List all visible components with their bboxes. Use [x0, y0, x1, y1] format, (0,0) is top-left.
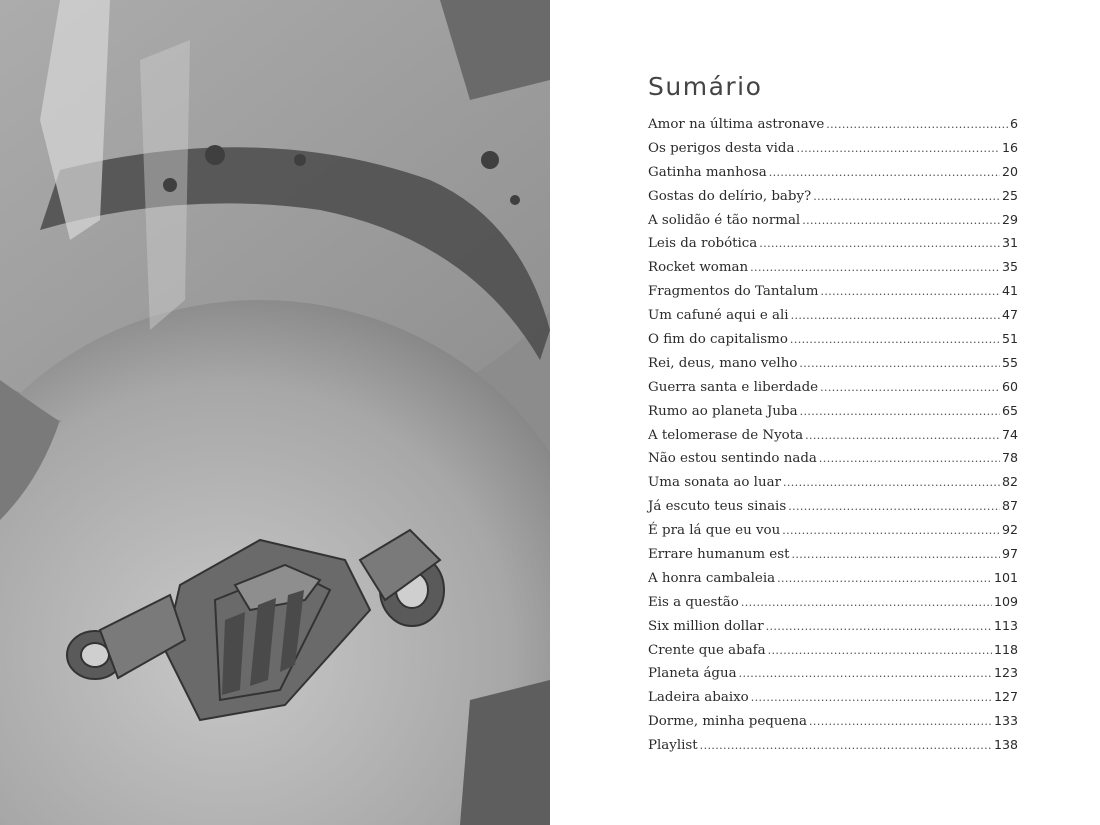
toc-entry-title: Rocket woman [648, 260, 749, 276]
dot-leader [819, 452, 1000, 465]
toc-entry-page: 109 [993, 593, 1018, 609]
dot-leader [751, 691, 992, 704]
toc-entry-page: 78 [1001, 450, 1018, 466]
toc-entry-page: 55 [1001, 354, 1018, 370]
toc-entry[interactable] [648, 140, 1018, 164]
toc-entry-page: 123 [993, 665, 1018, 681]
toc-entry[interactable] [648, 713, 1018, 737]
toc-entry-page: 20 [1001, 163, 1018, 179]
toc-entry-page: 31 [1001, 235, 1018, 251]
dot-leader [782, 524, 1000, 537]
dot-leader [769, 166, 1000, 179]
dot-leader [741, 596, 992, 609]
toc-entry-title: Já escuto teus sinais [648, 499, 787, 515]
toc-entry-title: Playlist [648, 738, 698, 754]
dot-leader [800, 405, 1000, 418]
toc-entry[interactable] [648, 259, 1018, 283]
toc-entry[interactable] [648, 498, 1018, 522]
toc-entry-page: 101 [993, 569, 1018, 585]
toc-entry-title: Uma sonata ao luar [648, 475, 781, 491]
toc-entry-page: 6 [1009, 116, 1018, 131]
toc-entry[interactable] [648, 546, 1018, 570]
toc-entry-title: Fragmentos do Tantalum [648, 284, 819, 300]
toc-entry[interactable] [648, 594, 1018, 618]
dot-leader [788, 500, 1000, 513]
toc-list [648, 116, 1018, 761]
dot-leader [809, 715, 992, 728]
toc-entry-title: A solidão é tão normal [648, 212, 801, 228]
toc-entry[interactable] [648, 737, 1018, 761]
toc-entry-title: Gostas do delírio, baby? [648, 188, 812, 204]
toc-entry-title: Errare humanum est [648, 547, 790, 563]
toc-entry-page: 82 [1001, 474, 1018, 490]
toc-entry-title: Os perigos desta vida [648, 140, 795, 156]
dot-leader [826, 118, 1008, 131]
toc-entry-title: Ladeira abaixo [648, 690, 749, 706]
toc-entry[interactable] [648, 116, 1018, 140]
dot-leader [820, 381, 1000, 394]
toc-entry-page: 16 [1001, 139, 1018, 155]
toc-entry[interactable] [648, 212, 1018, 236]
toc-entry-title: É pra lá que eu vou [648, 523, 781, 539]
dot-leader [813, 190, 1000, 203]
toc-entry-page: 127 [993, 689, 1018, 705]
toc-entry-title: Rei, deus, mano velho [648, 355, 798, 371]
dot-leader [700, 739, 992, 752]
toc-entry-title: Eis a questão [648, 594, 739, 610]
dot-leader [739, 667, 992, 680]
dot-leader [750, 261, 1000, 274]
toc-entry[interactable] [648, 618, 1018, 642]
dot-leader [791, 309, 1000, 322]
toc-entry[interactable] [648, 188, 1018, 212]
toc-entry-page: 25 [1001, 187, 1018, 203]
toc-page [550, 0, 1100, 825]
toc-entry-page: 138 [993, 737, 1018, 753]
toc-entry[interactable] [648, 307, 1018, 331]
toc-entry[interactable] [648, 570, 1018, 594]
toc-entry-title: O fim do capitalismo [648, 332, 788, 348]
dot-leader [768, 644, 992, 657]
toc-entry-page: 74 [1001, 426, 1018, 442]
toc-entry-title: Planeta água [648, 666, 737, 682]
toc-entry-title: Guerra santa e liberdade [648, 379, 819, 395]
toc-entry[interactable] [648, 164, 1018, 188]
toc-entry-page: 29 [1001, 211, 1018, 227]
toc-entry-title: Não estou sentindo nada [648, 451, 817, 467]
toc-entry[interactable] [648, 379, 1018, 403]
toc-entry-page: 113 [993, 617, 1018, 633]
toc-entry[interactable] [648, 403, 1018, 427]
toc-entry[interactable] [648, 450, 1018, 474]
dot-leader [783, 476, 1000, 489]
toc-entry-page: 41 [1001, 283, 1018, 299]
page-title: Sumário [648, 72, 763, 101]
toc-entry[interactable] [648, 474, 1018, 498]
toc-entry-title: A telomerase de Nyota [648, 427, 804, 443]
toc-entry[interactable] [648, 355, 1018, 379]
dot-leader [790, 333, 1000, 346]
dot-leader [802, 214, 1000, 227]
dot-leader [791, 548, 1000, 561]
toc-entry[interactable] [648, 235, 1018, 259]
toc-entry[interactable] [648, 689, 1018, 713]
toc-entry[interactable] [648, 642, 1018, 666]
toc-entry[interactable] [648, 427, 1018, 451]
toc-entry-title: A honra cambaleia [648, 570, 776, 586]
toc-entry-page: 97 [1001, 546, 1018, 562]
toc-entry[interactable] [648, 283, 1018, 307]
toc-entry-title: Leis da robótica [648, 236, 758, 252]
toc-entry-title: Crente que abafa [648, 642, 766, 658]
toc-entry-page: 47 [1001, 307, 1018, 323]
toc-entry-page: 133 [993, 713, 1018, 729]
dot-leader [805, 429, 1000, 442]
toc-entry-page: 65 [1001, 402, 1018, 418]
toc-entry-title: Gatinha manhosa [648, 164, 767, 180]
toc-entry-page: 35 [1001, 259, 1018, 275]
toc-entry-page: 60 [1001, 378, 1018, 394]
toc-entry-page: 118 [993, 641, 1018, 657]
dot-leader [820, 285, 1000, 298]
toc-entry-title: Rumo ao planeta Juba [648, 403, 798, 419]
dot-leader [777, 572, 992, 585]
toc-entry-title: Amor na última astronave [648, 117, 825, 132]
toc-entry[interactable] [648, 522, 1018, 546]
toc-entry-title: Um cafuné aqui e ali [648, 308, 789, 324]
toc-entry-page: 87 [1001, 498, 1018, 514]
toc-entry-title: Six million dollar [648, 618, 764, 634]
dot-leader [796, 142, 1000, 155]
toc-entry-page: 51 [1001, 331, 1018, 347]
dot-leader [766, 620, 992, 633]
dot-leader [759, 237, 1000, 250]
toc-entry-page: 92 [1001, 522, 1018, 538]
toc-entry[interactable] [648, 331, 1018, 355]
toc-entry[interactable] [648, 665, 1018, 689]
toc-entry-title: Dorme, minha pequena [648, 714, 808, 730]
dot-leader [799, 357, 1000, 370]
